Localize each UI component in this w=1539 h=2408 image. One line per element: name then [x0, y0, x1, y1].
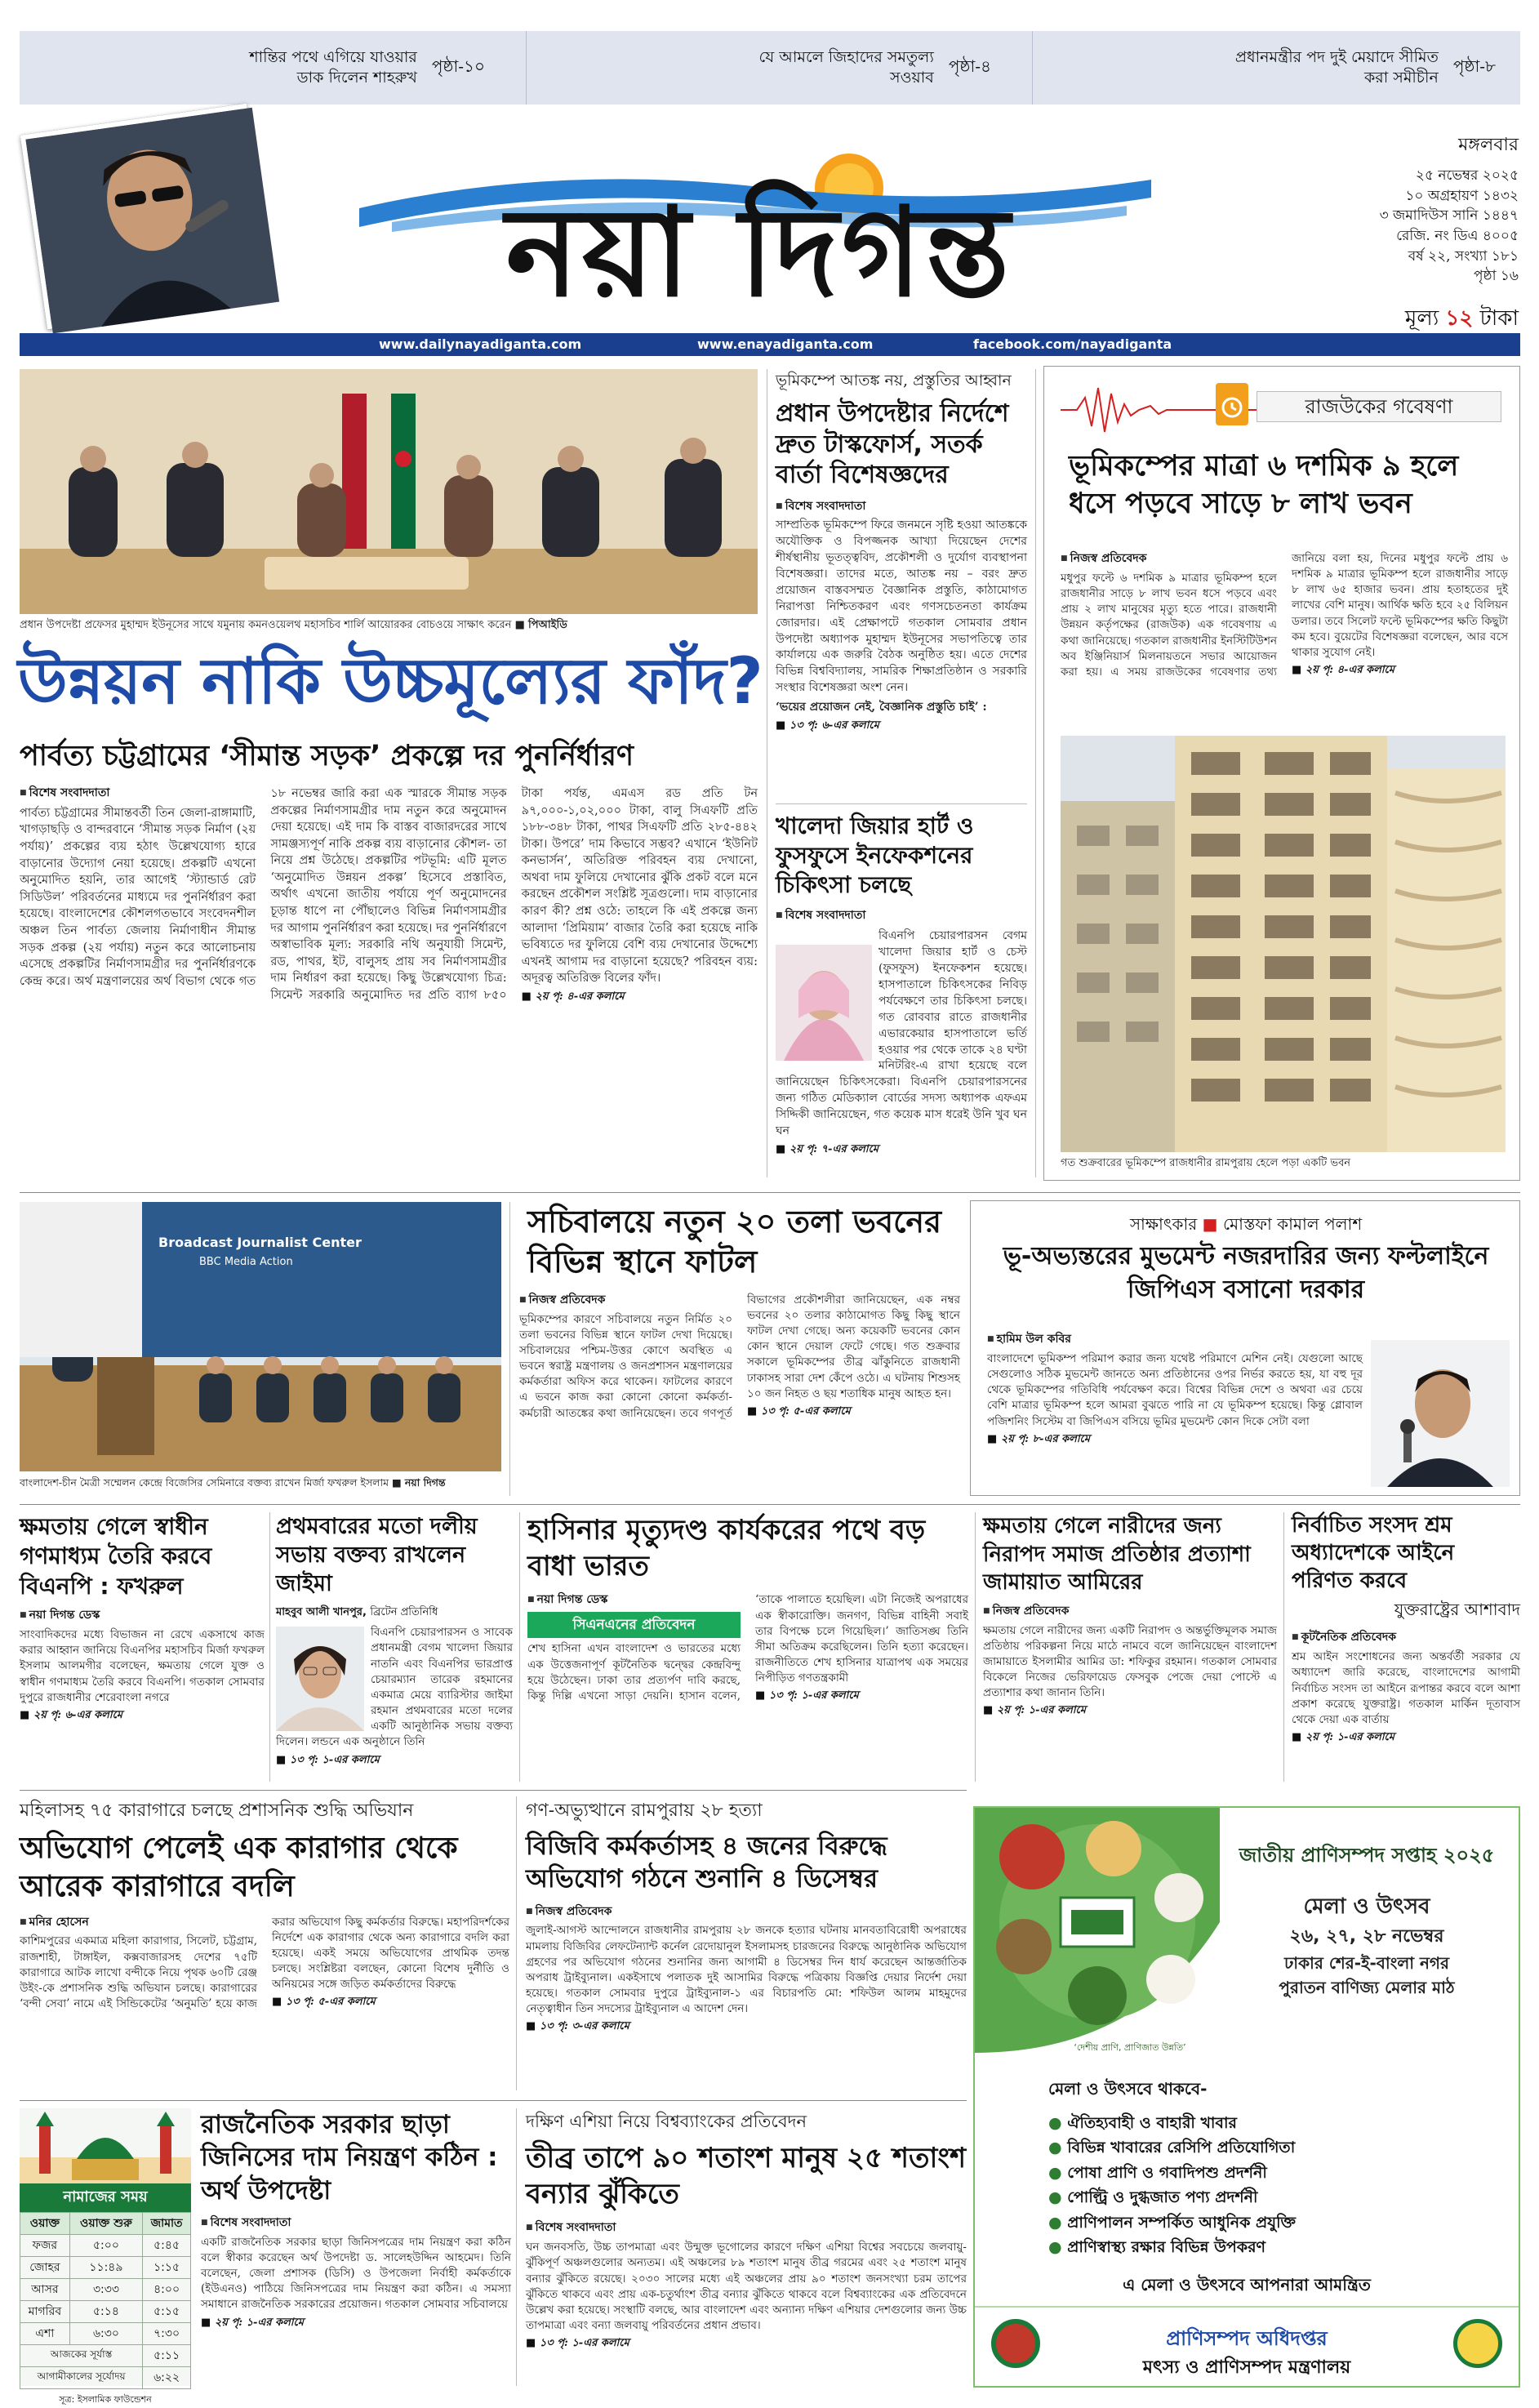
teaser-2-page: পৃষ্ঠা-৪	[948, 56, 991, 76]
teaser-2[interactable]	[526, 31, 1016, 105]
teaser-3-text: প্রধানমন্ত্রীর পদ দুই মেয়াদে সীমিত করা সমীচীন	[1234, 48, 1439, 87]
link-website[interactable]: www.dailynayadiganta.com	[379, 336, 582, 352]
ad-list-item: ● পোষা প্রাণি ও গবাদিপশু প্রদর্শনী	[1048, 2163, 1267, 2182]
heat-headline: তীব্র তাপে ৯০ শতাংশ মানুষ ২৫ শতাংশ বন্যার ঝুঁকিতে	[526, 2142, 967, 2211]
ad-list	[1048, 2077, 1473, 2265]
bgb-story[interactable]: গণ-অভ্যুত্থানে রামপুরায় ২৮ হত্যা বিজিবি কর্মকর্তাসহ ৪ জনের বিরুদ্ধে অভিযোগ গঠনে শুনানি ৪ ডিসেম্বর ■ নিজস্ব প্রতিবেদক জুলাই-আগস্ট আন্দোলনে রাজধানীর রামপুরায় ২৮ জনকে হত্যার ঘটনায় মানবতাবিরোধী অপরাধের মামলায় বিজিবির লেফটেন্যান্ট কর্নেল রেদোয়ানুল ইসলামসহ চারজনের বিরুদ্ধে আনুষ্ঠানিক অভিযোগ গ্রহণের পর অভিযোগ গঠনের শুনানির জন্য আগামী ৪ ডিসেম্বর দিন ধার্য করেছেন আন্তর্জাতিক অপরাধ ট্রাইব্যুনাল। একইসাথে পলাতক দুই আসামির বিরুদ্ধে পত্রিকায় বিজ্ঞপ্তি দেয়ার নির্দেশ দেয়া হয়েছে। গতকাল সোমবার দুপুরে ট্রাইব্যুনাল-১ এর বিচারপতি মো: শফিউল আলম মাহমুদের নেতৃত্বাধীন তিন সদস্যের ট্রাইব্যুনাল এ আদেশ দেন। ■ ১৩ পৃ: ৩-এর কলামে	[526, 1796, 967, 2090]
fakhrul-headline: ক্ষমতায় গেলে স্বাধীন গণমাধ্যম তৈরি করবে বিএনপি : ফখরুল	[20, 1513, 212, 1600]
prayer-title: নামাজের সময়	[20, 2183, 191, 2212]
hasina-tag: সিএনএনের প্রতিবেদন	[527, 1612, 741, 1638]
prison-kicker: মহিলাসহ ৭৫ কারাগারে চলছে প্রশাসনিক শুদ্ধি অভিযান	[20, 1800, 414, 1821]
prayer-times-box	[20, 2108, 191, 2405]
teaser-photo-shahrukh[interactable]	[20, 104, 274, 330]
lead-body	[20, 786, 758, 1177]
prison-headline: অভিযোগ পেলেই এক কারাগার থেকে আরেক কারাগারে বদলি	[20, 1832, 458, 1903]
zaima-headline: প্রথমবারের মতো দলীয় সভায় বক্তব্য রাখলেন জাইমা	[276, 1514, 478, 1597]
hasina-story[interactable]: হাসিনার মৃত্যুদণ্ড কার্যকরের পথে বড় বাধা ভারত ■ নয়া দিগন্ত ডেস্ক সিএনএনের প্রতিবেদন শেখ হাসিনা এখন বাংলাদেশ ও ভারতের মধ্যে এক উত্তেজনাপূর্ণ কূটনৈতিক দ্বন্দ্বের কেন্দ্রবিন্দু হয়ে উঠেছেন। ঢাকা তার প্রত্যর্পণ দাবি করছে, কিন্তু দিল্লি এখনো সাড়া দেয়নি। হাসান বলেন, ‘তাকে পালাতে হয়েছিল। এটা নিজেই অপরাধের এক স্বীকারোক্তি। জনগণ, বিভিন্ন বাহিনী সবাই তার বিপক্ষে চলে গিয়েছিল।’ জাতিসঙ্ঘ তিনি সীমা অতিক্রম করেছিলেন। তিনি হত্যা করেছেন। রাজনীতিতে শেখ হাসিনার যাত্রাপথ এক সময়ের নিপীড়িত গণতন্ত্রকামী ■ ১৩ পৃ: ১-এর কলামে	[527, 1512, 968, 1782]
ad-event: মেলা ও উৎসব	[1303, 1894, 1430, 1919]
hasina-continued[interactable]: ■ ১৩ পৃ: ১-এর কলামে	[755, 1689, 859, 1703]
ad-invite: এ মেলা ও উৎসবে আপনারা আমন্ত্রিত	[1123, 2275, 1371, 2294]
lead-headline[interactable]: উন্নয়ন নাকি উচ্চমূল্যের ফাঁদ?	[18, 645, 763, 719]
quake-advice-headline: প্রধান উপদেষ্টার নির্দেশে দ্রুত টাস্কফোর্স, সতর্ক বার্তা বিশেষজ্ঞদের	[776, 399, 1009, 489]
quake-advice-story[interactable]: ভূমিকম্পে আতঙ্ক নয়, প্রস্তুতির আহ্বান প্রধান উপদেষ্টার নির্দেশে দ্রুত টাস্কফোর্স, সতর্ক বার্তা বিশেষজ্ঞদের ■ বিশেষ সংবাদদাতা সাম্প্রতিক ভূমিকম্পে ফিরে জনমনে সৃষ্টি হওয়া আতঙ্ককে অযৌক্তিক ও বিপজ্জনক আখ্যা দিয়েছেন দেশের শীর্ষস্থানীয় ভূতত্ত্ববিদ, প্রকৌশলী ও দুর্যোগ ব্যবস্থাপনা বিশেষজ্ঞরা। তাদের মতে, আতঙ্ক নয় – বরং দ্রুত প্রয়োজন বাস্তবসম্মত বৈজ্ঞানিক প্রস্তুতি, কাঠামোগত নিরাপত্তা নিশ্চিতকরণ এবং গণসচেতনতা কার্যক্রম জোরদার। এই প্রেক্ষাপটে গতকাল সোমবার প্রধান উপদেষ্টা অধ্যাপক মুহাম্মদ ইউনূসের সভাপতিত্বে তার কার্যালয়ে এক জরুরি বৈঠক অনুষ্ঠিত হয়। এতে দেশের বিভিন্ন বিশ্ববিদ্যালয়, সামরিক শিক্ষাপ্রতিষ্ঠান ও সরকারি সংস্থার বিশেষজ্ঞরা অংশ নেন। ‘ভয়ের প্রয়োজন নেই, বৈজ্ঞানিক প্রস্তুতি চাই’ : ■ ১৩ পৃ: ৬-এর কলামে	[776, 369, 1027, 802]
quake-research-headline: ভূমিকম্পের মাত্রা ৬ দশমিক ৯ হলে ধসে পড়বে সাড়ে ৮ লাখ ভবন	[1069, 450, 1459, 520]
ad-venue-1: ঢাকার শের-ই-বাংলা নগর	[1283, 1953, 1450, 1973]
teaser-1-text: শান্তির পথে এগিয়ে যাওয়ার ডাক দিলেন শাহরুখ	[249, 48, 417, 87]
ad-collage	[975, 1808, 1220, 2053]
tilted-building-caption: গত শুক্রবারের ভূমিকম্পে রাজধানীর রামপুরায় হেলে পড়া একটি ভবন	[1061, 1157, 1351, 1169]
hasina-headline: হাসিনার মৃত্যুদণ্ড কার্যকরের পথে বড় বাধা ভারত	[527, 1514, 926, 1583]
masthead-logo[interactable]	[343, 131, 1176, 327]
interview-box[interactable]	[970, 1200, 1520, 1496]
ad-org-2: মৎস্য ও প্রাণিসম্পদ মন্ত্রণালয়	[1142, 2357, 1351, 2378]
issue-reg: রেজি. নং ডিএ ৪০০৫	[1396, 227, 1519, 244]
secretariat-continued[interactable]: ■ ১৩ পৃ: ৫-এর কলামে	[747, 1404, 851, 1418]
khaleda-continued[interactable]: ■ ২য় পৃ: ৭-এর কলামে	[776, 1142, 879, 1155]
issue-vol: বর্ষ ২২, সংখ্যা ১৮১	[1408, 247, 1519, 265]
quake-research-continued[interactable]: ■ ২য় পৃ: ৪-এর কলামে	[1292, 664, 1394, 677]
ad-venue-2: পুরাতন বাণিজ্য মেলার মাঠ	[1279, 1978, 1455, 1997]
khaleda-byline: ■ বিশেষ সংবাদদাতা	[776, 906, 1027, 925]
interview-continued[interactable]: ■ ২য় পৃ: ৮-এর কলামে	[987, 1432, 1090, 1445]
interview-body: ■ হামিম উল কবির বাংলাদেশে ভূমিকম্প পরিমাপ করার জন্য যথেষ্ট পরিমাণে মেশিন নেই। যেগুলো আছে সেগুলোও সঠিক মুভমেন্ট জানতে অন্য প্রতিষ্ঠানের ওপর নির্ভর করতে হয়, যা বহু দূর থেকে ভূমিকম্পের গতিবিধি পর্যবেক্ষণ করে। বিশ্বের বিভিন্ন দেশে ও অথবা এর চেয়ে বেশি মাত্রার ভূমিকম্প হলে আমরা বুঝতে পারি না যে ভূমিকম্প হয়েছে। কিন্তু গ্লোবাল পজিশনিং সিস্টেম বা জিপিএস বসিয়ে ভূমির মুভমেন্ট কোন দিকে সেটা বলা ■ ২য় পৃ: ৮-এর কলামে	[987, 1332, 1363, 1489]
bjc-seminar-photo[interactable]	[20, 1202, 501, 1471]
issue-date-bangla: ১০ অগ্রহায়ণ ১৪৩২	[1405, 187, 1519, 204]
issue-date-hijri: ৩ জমাদিউস সানি ১৪৪৭	[1379, 207, 1519, 225]
ad-org-1: প্রাণিসম্পদ অধিদপ্তর	[1166, 2327, 1328, 2350]
fakhrul-continued[interactable]: ■ ২য় পৃ: ৬-এর কলামে	[20, 1708, 123, 1721]
teaser-1[interactable]	[20, 31, 509, 105]
ad-footer	[975, 2306, 1519, 2386]
lead-photo[interactable]	[20, 369, 758, 614]
prayer-row: আসর ৩:৩৩ ৪:০০	[20, 2279, 191, 2301]
interview-kicker: সাক্ষাৎকার ■ মোস্তফা কামাল পলাশ	[1129, 1214, 1363, 1234]
link-facebook[interactable]: facebook.com/nayadiganta	[973, 336, 1172, 352]
ad-list-intro: মেলা ও উৎসবে থাকবে-	[1048, 2079, 1208, 2099]
interview-portrait[interactable]	[1371, 1340, 1510, 1487]
zaima-continued[interactable]: ■ ১৩ পৃ: ১-এর কলামে	[276, 1753, 380, 1766]
teaser-2-text: যে আমলে জিহাদের সমতুল্য সওয়াব	[758, 48, 934, 87]
zaima-story[interactable]: প্রথমবারের মতো দলীয় সভায় বক্তব্য রাখলেন জাইমা মাহবুব আলী খানপুর, ব্রিটেন প্রতিনিধি বিএনপি চেয়ারপারসন ও সাবেক প্রধানমন্ত্রী বেগম খালেদা জিয়ার নাতনি এবং বিএনপির ভারপ্রাপ্ত চেয়ারম্যান তারেক রহমানের একমাত্র মেয়ে ব্যারিস্টার জাইমা রহমান প্রথমবারের মতো দলের একটি আনুষ্ঠানিক সভায় বক্তব্য দিলেন। লন্ডনে এক অনুষ্ঠানে তিনি ■ ১৩ পৃ: ১-এর কলামে	[276, 1512, 513, 1782]
mosque-graphic	[20, 2108, 191, 2183]
bgb-continued[interactable]: ■ ১৩ পৃ: ৩-এর কলামে	[526, 2020, 629, 2033]
jamaat-headline: ক্ষমতায় গেলে নারীদের জন্য নিরাপদ সমাজ প্রতিষ্ঠার প্রত্যাশা জামায়াত আমিরের	[983, 1514, 1251, 1596]
labour-subhead: যুক্তরাষ্ট্রের আশাবাদ	[1394, 1600, 1520, 1620]
secretariat-headline: সচিবালয়ে নতুন ২০ তলা ভবনের বিভিন্ন স্থানে ফাটল	[527, 1204, 941, 1280]
bbc-banner-text: BBC Media Action	[199, 1256, 293, 1268]
quake-research-box[interactable]	[1043, 366, 1520, 1181]
livestock-week-ad[interactable]	[973, 1806, 1520, 2388]
masthead-title: নয়া দিগন্ত	[505, 182, 1013, 324]
jamaat-continued[interactable]: ■ ২য় পৃ: ১-এর কলামে	[983, 1704, 1086, 1717]
link-epaper[interactable]: www.enayadiganta.com	[697, 336, 874, 352]
prayer-row: এশা ৬:৩০ ৭:৩০	[20, 2323, 191, 2345]
zaima-photo[interactable]	[276, 1627, 364, 1731]
heat-kicker: দক্ষিণ এশিয়া নিয়ে বিশ্বব্যাংকের প্রতিবেদন	[526, 2112, 807, 2131]
price-headline: রাজনৈতিক সরকার ছাড়া জিনিসের দাম নিয়ন্ত্রণ কঠিন : অর্থ উপদেষ্টা	[201, 2110, 498, 2205]
teaser-3-page: পৃষ্ঠা-৮	[1452, 56, 1496, 76]
bjc-caption: বাংলাদেশ-চীন মৈত্রী সম্মেলন কেন্দ্রে বিজেসির সেমিনারে বক্তব্য রাখেন মির্জা ফখরুল ইসলাম ■ নয়া দিগন্ত	[20, 1476, 446, 1489]
lead-photo-caption: প্রধান উপদেষ্টা প্রফেসর মুহাম্মদ ইউনূসের সাথে যমুনায় কমনওয়েলথ মহাসচিব শার্লি আয়োরকর বোচওয়ে সাক্ষাৎ করেন ■ পিআইডি	[20, 619, 567, 631]
jamaat-story[interactable]: ক্ষমতায় গেলে নারীদের জন্য নিরাপদ সমাজ প্রতিষ্ঠার প্রত্যাশা জামায়াত আমিরের ■ নিজস্ব প্রতিবেদক ক্ষমতায় গেলে নারীদের জন্য একটি নিরাপদ ও অন্তর্ভুক্তিমূলক সমাজ প্রতিষ্ঠায় পরিকল্পনা নিয়ে মাঠে নামবে বলে জানিয়েছেন বাংলাদেশ জামায়াতে ইসলামীর আমির ডা: শফিকুর রহমান। গতকাল সোমবার বিকেলে নিজের ভেরিফায়েড ফেসবুক পেজে দেয়া পোস্টে এ প্রত্যাশার কথা জানান তিনি। ■ ২য় পৃ: ১-এর কলামে	[983, 1512, 1277, 1782]
ad-list-item: ● পোল্ট্রি ও দুগ্ধজাত পণ্য প্রদর্শনী	[1048, 2188, 1258, 2207]
lead-byline: ■ বিশেষ সংবাদদাতা	[20, 786, 256, 802]
heat-continued[interactable]: ■ ১৩ পৃ: ১-এর কলামে	[526, 2337, 629, 2350]
labour-headline: নির্বাচিত সংসদ শ্রম অধ্যাদেশকে আইনে পরিণত করবে	[1292, 1513, 1455, 1593]
teaser-3[interactable]	[1032, 31, 1520, 105]
lead-subhead[interactable]: পার্বত্য চট্টগ্রামের ‘সীমান্ত সড়ক’ প্রকল্পে দর পুনর্নির্ধারণ	[20, 740, 634, 772]
masthead-link-bar	[20, 333, 1520, 356]
heat-story[interactable]: দক্ষিণ এশিয়া নিয়ে বিশ্বব্যাংকের প্রতিবেদন তীব্র তাপে ৯০ শতাংশ মানুষ ২৫ শতাংশ বন্যার ঝুঁকিতে ■ বিশেষ সংবাদদাতা ঘন জনবসতি, উচ্চ তাপমাত্রা এবং উন্মুক্ত ভূগোলের কারণে দক্ষিণ এশিয়া বিশ্বের সবচেয়ে জলবায়ু-ঝুঁকিপূর্ণ অঞ্চলগুলোর অন্যতম। এই অঞ্চলের ৮৯ শতাংশ মানুষ তীব্র গরমের এবং ২৫ শতাংশ মানুষ বন্যার ঝুঁকিতে রয়েছে। ২০৩০ সালের মধ্যে এই অঞ্চলের প্রায় ৯০ শতাংশ জনসংখ্যা চরম তাপের ঝুঁকিতে থাকবে এবং প্রায় এক-চতুর্থাংশ তীব্র বন্যার ঝুঁকিতে থাকবে বলে বিশ্বব্যাংকের এক প্রতিবেদনে উল্লেখ করা হয়েছে। সংস্থাটি বলছে, আর বাংলাদেশ এবং অন্যান্য দক্ষিণ এশিয়ার দেশগুলোর জন্য উচ্চ তাপমাত্রা এবং বন্যা জলবায়ু পরিবর্তনের প্রধান প্রভাব। ■ ১৩ পৃ: ১-এর কলামে	[526, 2108, 967, 2386]
bgb-kicker: গণ-অভ্যুত্থানে রামপুরায় ২৮ হত্যা	[526, 1800, 763, 1821]
prison-story[interactable]: মহিলাসহ ৭৫ কারাগারে চলছে প্রশাসনিক শুদ্ধি অভিযান অভিযোগ পেলেই এক কারাগার থেকে আরেক কারাগারে বদলি ■ মনির হোসেন কাশিমপুরের একমাত্র মহিলা কারাগার, সিলেট, চট্টগ্রাম, রাজশাহী, টাঙ্গাইল, কক্সবাজারসহ দেশের ৭৫টি কারাগারে আটক লাখো বন্দীকে নিয়ে পৃথক ৬০টি রেঞ্জ উইং-কে প্রশাসনিক শুদ্ধি অভিযান চলছে। কারাগারের ‘বন্দী সেবা’ নামে এই সিন্ডিকেটের ‘অনুমতি’ হয়ে কাজ করার অভিযোগ কিছু কর্মকর্তার বিরুদ্ধে। মহাপরিদর্শকের নির্দেশে এক কারাগার থেকে অন্য কারাগারে বদলি করা হয়েছে। একই সময়ে অভিযোগের প্রাথমিক তদন্ত চলছে। সংশ্লিষ্টরা বলছেন, কোনো বিশেষ দুর্নীতি ও অনিয়মের সঙ্গে জড়িত কর্মকর্তাদের বিরুদ্ধে ■ ১৩ পৃ: ৫-এর কলামে	[20, 1796, 509, 2090]
bjc-banner-text: Broadcast Journalist Center	[158, 1235, 362, 1250]
lead-continued[interactable]: ■ ২য় পৃ: ৪-এর কলামে	[521, 990, 625, 1003]
masthead-info	[1274, 131, 1519, 343]
prayer-credit: সূত্র: ইসলামিক ফাউন্ডেশন	[59, 2394, 152, 2405]
ad-slogan: ‘দেশীয় প্রাণি, প্রাণিজাত উন্নতি’	[1074, 2042, 1186, 2053]
teaser-1-page: পৃষ্ঠা-১০	[431, 56, 485, 76]
issue-date: ২৫ নভেম্বর ২০২৫	[1415, 167, 1519, 184]
ad-list-item: ● প্রাণিস্বাস্থ্য রক্ষার বিভিন্ন উপকরণ	[1048, 2237, 1266, 2256]
labour-continued[interactable]: ■ ২য় পৃ: ১-এর কলামে	[1292, 1731, 1394, 1744]
teaser-strip	[20, 31, 1520, 105]
prayer-table: ওয়াক্ত ওয়াক্ত শুরু জামাত ফজর ৫:০০ ৫:৪৫ জোহর ১১:৪৯ ১:১৫ আসর ৩:৩৩ ৪:০০ মাগরিব ৫:১৪ ৫:১৫ এশা ৬:৩০ ৭:৩০ আজকের সূর্যাস্ত ৫:১১ আগামীকালের সূর্যোদয় ৬:২২	[20, 2212, 191, 2389]
quake-advice-quote: ‘ভয়ের প্রয়োজন নেই, বৈজ্ঞানিক প্রস্তুতি চাই’ :	[776, 701, 987, 714]
khaleda-headline: খালেদা জিয়ার হার্ট ও ফুসফুসে ইনফেকশনের চিকিৎসা চলছে	[776, 812, 974, 898]
ad-title: জাতীয় প্রাণিসম্পদ সপ্তাহ ২০২৫	[1239, 1844, 1495, 1867]
prison-continued[interactable]: ■ ১৩ পৃ: ৫-এর কলামে	[272, 1996, 376, 2009]
khaleda-photo[interactable]	[776, 945, 872, 1061]
quake-advice-continued[interactable]: ■ ১৩ পৃ: ৬-এর কলামে	[776, 719, 879, 732]
clock-icon	[1216, 383, 1248, 425]
price-continued[interactable]: ■ ২য় পৃ: ১-এর কলামে	[201, 2316, 304, 2329]
prayer-row: ফজর ৫:০০ ৫:৪৫	[20, 2235, 191, 2257]
quake-research-body: ■ নিজস্ব প্রতিবেদক মধুপুর ফল্টে ৬ দশমিক ৯ মাত্রার ভূমিকম্প হলে রাজধানীর সাড়ে ৮ লাখ ভবন ধসে পড়বে এবং প্রায় ২ লাখ মানুষের মৃত্যু হতে পারে। রাজধানী উন্নয়ন কর্তৃপক্ষের (রাজউক) এক গবেষণায় এ কথা জানিয়েছে। গতকাল রাজধানীর ইনস্টিটিউশন অব ইঞ্জিনিয়ার্স মিলনায়তনে সভার আয়োজন করা হয়। এ সময় রাজউকের গবেষণার তথ্য জানিয়ে বলা হয়, দিনের মধুপুর ফল্টে প্রায় ৬ দশমিক ৯ মাত্রার ভূমিকম্প হলে রাজধানীর সাড়ে ৮ লাখ ৬৫ হাজার ভবন। প্রায় হতাহতের দুই লাখের বেশি মানুষ। আর্থিক ক্ষতি হবে ২৫ বিলিয়ন ডলার। তবে সিলেট ফল্টে ভূমিকম্পের ক্ষতি কিছুটা কম হবে। বুয়েটের বিশেষজ্ঞরা বলেছেন, আর বসে থাকার সুযোগ নেই। ■ ২য় পৃ: ৪-এর কলামে	[1061, 551, 1508, 731]
fakhrul-story[interactable]: ক্ষমতায় গেলে স্বাধীন গণমাধ্যম তৈরি করবে বিএনপি : ফখরুল ■ নয়া দিগন্ত ডেস্ক সাংবাদিকদের মধ্যে বিভাজন না রেখে একসাথে কাজ করার আহ্বান জানিয়ে বিএনপির মহাসচিব মির্জা ফখরুল ইসলাম আলমগীর বলেছেন, ক্ষমতায় গেলে যুক্ত ও স্বাধীন গণমাধ্যম তৈরি করবে বিএনপি। গতকাল সোমবার দুপুরে রাজধানীর শেরেবাংলা নগরে ■ ২য় পৃ: ৬-এর কলামে	[20, 1512, 265, 1782]
quake-research-tag: রাজউকের গবেষণা	[1257, 391, 1501, 422]
issue-pages: পৃষ্ঠা ১৬	[1473, 268, 1519, 285]
labour-story[interactable]: নির্বাচিত সংসদ শ্রম অধ্যাদেশকে আইনে পরিণত করবে যুক্তরাষ্ট্রের আশাবাদ ■ কূটনৈতিক প্রতিবেদক শ্রম আইন সংশোধনের জন্য অন্তর্বর্তী সরকার যে অধ্যাদেশ জারি করেছে, বাংলাদেশের আগামী নির্বাচিত সংসদ তা আইনে রূপান্তর করবে বলে আশা প্রকাশ করেছে যুক্তরাষ্ট্র। গতকাল মার্কিন দূতাবাস থেকে দেয়া এক বার্তায় ■ ২য় পৃ: ১-এর কলামে	[1292, 1512, 1520, 1782]
prayer-row: মাগরিব ৫:১৪ ৫:১৫	[20, 2301, 191, 2323]
interview-headline: ভূ-অভ্যন্তরের মুভমেন্ট নজরদারির জন্য ফল্টলাইনে জিপিএস বসানো দরকার	[1003, 1242, 1489, 1304]
price-story[interactable]: রাজনৈতিক সরকার ছাড়া জিনিসের দাম নিয়ন্ত্রণ কঠিন : অর্থ উপদেষ্টা ■ বিশেষ সংবাদদাতা একটি রাজনৈতিক সরকার ছাড়া জিনিসপত্রের দাম নিয়ন্ত্রণ করা কঠিন বলে স্বীকার করেছেন অর্থ উপদেষ্টা ড. সালেহউদ্দিন আহমেদ। তিনি বলেছেন, জেলা প্রশাসক (ডিসি) ও উপজেলা নির্বাহী কর্মকর্তাকে (ইউএনও) পাঠিয়ে জিনিসপত্রের দাম নিয়ন্ত্রণ করা কঠিন। এ সমস্যা সমাধানে রাজনৈতিক সরকারের প্রয়োজন। গতকাল সোমবার সচিবালয়ে ■ ২য় পৃ: ১-এর কলামে	[201, 2108, 511, 2386]
issue-price: মূল্য ১২ টাকা	[1404, 305, 1519, 331]
ad-list-item: ● ঐতিহ্যবাহী ও বাহারী খাবার	[1048, 2114, 1237, 2132]
ad-list-item: ● বিভিন্ন খাবারের রেসিপি প্রতিযোগিতা	[1048, 2139, 1296, 2157]
prayer-row: জোহর ১১:৪৯ ১:১৫	[20, 2257, 191, 2279]
bgb-headline: বিজিবি কর্মকর্তাসহ ৪ জনের বিরুদ্ধে অভিযোগ গঠনে শুনানি ৪ ডিসেম্বর	[526, 1832, 887, 1894]
secretariat-story[interactable]: সচিবালয়ে নতুন ২০ তলা ভবনের বিভিন্ন স্থানে ফাটল ■ নিজস্ব প্রতিবেদক ভূমিকম্পের কারণে সচিবালয়ে নতুন নির্মিত ২০ তলা ভবনের বিভিন্ন স্থানে ফাটল দেখা দিয়েছে। সচিবালয়ের পশ্চিম-উত্তর কোণে অবস্থিত এ ভবনে স্বরাষ্ট্র মন্ত্রণালয় ও জনপ্রশাসন মন্ত্রণালয়ের কর্মকর্তারা অফিস করে থাকেন। ফাটলের কারণে এ ভবনে কাজ করা কোনো কোনো কর্মকর্তা-কর্মচারী আতঙ্কের কথা জানিয়েছেন। তবে গণপূর্ত বিভাগের প্রকৌশলীরা জানিয়েছেন, এক নম্বর ভবনের ২০ তলার কাঠামোগত কিছু কিছু স্থানে ফাটল দেখা গেছে। অন্য কয়েকটি ভবনের কোন কোন স্থানে দেয়াল ফেটে গেছে। গত শুক্রবার সকালে ভূমিকম্পের তীব্র ঝাঁকুনিতে রাজধানী ঢাকাসহ সারা দেশ কেঁপে ওঠে। এ ঘটনায় শিশুসহ ১০ জন নিহত ও ছয় শতাধিক মানুষ আহত হন। ■ ১৩ পৃ: ৫-এর কলামে	[519, 1202, 960, 1496]
ad-list-item: ● প্রাণিপালন সম্পর্কিত আধুনিক প্রযুক্তি	[1048, 2213, 1297, 2232]
quake-advice-kicker: ভূমিকম্পে আতঙ্ক নয়, প্রস্তুতির আহ্বান	[776, 372, 1012, 389]
ad-dates: ২৬, ২৭, ২৮ নভেম্বর	[1289, 1926, 1444, 1947]
quake-advice-byline: ■ বিশেষ সংবাদদাতা	[776, 499, 1027, 515]
issue-day: মঙ্গলবার	[1458, 135, 1519, 155]
price-value: ১২	[1445, 305, 1474, 331]
lead-body-text: পার্বত্য চট্টগ্রামের সীমান্তবর্তী তিন জেলা-রাঙ্গামাটি, খাগড়াছড়ি ও বান্দরবানে ‘সীমান্ত সড়ক নির্মাণ (২য় পর্যায়)’ প্রকল্পের ব্যয় হঠাৎ উল্লেখযোগ্য হারে বাড়ানোর উদ্যোগ নেয়া হয়েছে। প্রকল্পটি এখনো অনুমোদিত হয়নি, তার আগেই ‘স্ট্যান্ডার্ড রেট সিডিউল’ পরিবর্তনের মাধ্যমে দর পুনর্নির্ধারণ করা হয়েছে। বাংলাদেশের কৌশলগতভাবে সংবেদনশীল অঞ্চল তিন পার্বত্য জেলায় নির্মাণাধীন সীমান্ত সড়ক প্রকল্প (২য় পর্যায়) নতুন করে আলোচনায় এসেছে প্রকল্পটির নির্মাণসামগ্রীর দর পুনর্নির্ধারণকে কেন্দ্র করে। অর্থ মন্ত্রণালয়ের অর্থ বিভাগ থেকে গত ১৮ নভেম্বর জারি করা এক স্মারকে সীমান্ত সড়ক প্রকল্পের নির্মাণসামগ্রীর দাম নতুন করে অনুমোদন দেয়া হয়েছে। এই দাম কি বাস্তব বাজারদরের সাথে সামঞ্জস্যপূর্ণ নাকি প্রকল্প ব্যয় বাড়ানোর কৌশল- তা নিয়ে প্রশ্ন উঠেছে। প্রকল্পটির পটভূমি: এটি মূলত ‘অনুমোদিত উন্নয়ন প্রকল্প’ হিসেবে প্রস্তাবিত, অর্থাৎ এখনো জাতীয় পর্যায়ে পূর্ণ অনুমোদনের চূড়ান্ত ধাপে না পৌঁছালেও বিভিন্ন নির্মাণসামগ্রীর দর আগাম পুনর্নির্ধারণ করা হয়েছে। দর পুনর্নির্ধারণে অস্বাভাবিক মূল্য: সরকারি নথি অনুযায়ী সিমেন্ট, রড, পাথর, ইট, বালুসহ প্রায় সব নির্মাণসামগ্রীর দাম নির্ধারণ করা হয়েছে। কিছু উল্লেখযোগ্য চিত্র: সিমেন্ট সরকারি অনুমোদিত দর প্রতি ব্যাগ ৮৫০ টাকা পর্যন্ত, এমএস রড প্রতি টন ৯৭,০০০-১,০২,০০০ টাকা, বালু সিএফটি প্রতি ১৮৮-৩৪৮ টাকা, পাথর সিএফটি প্রতি ২৮৫-৪৪২ টাকা। উপরে’ দাম কিভাবে সম্ভব? এখানে ‘ইউনিট কনভার্সন’, অতিরিক্ত পরিবহন ব্যয় দেখানো, অথবা দাম ফুলিয়ে দেখানোর ঝুঁকি প্রকট বলে মনে করছেন প্রকৌশল সংশ্লিষ্ট সূত্রগুলো। দাম বাড়ানোর কারণ কী? প্রশ্ন ওঠে: তাহলে কি এই প্রকল্পে জন্য আলাদা ‘প্রিমিয়াম’ বাজার তৈরি করা হয়েছে নাকি ভবিষ্যতে দর ফুলিয়ে বেশি ব্যয় দেখানোর উদ্দেশ্যে এখনই আগাম দর বাড়ানো হয়েছে? পরিবহন ব্যয়: অদূরত্ব অতিরিক্ত বিলের ফাঁদ।	[20, 787, 758, 1002]
khaleda-story[interactable]: খালেদা জিয়ার হার্ট ও ফুসফুসে ইনফেকশনের চিকিৎসা চলছে ■ বিশেষ সংবাদদাতা বিএনপি চেয়ারপারসন বেগম খালেদা জিয়ার হার্ট ও চেস্ট (ফুসফুস) ইনফেকশন হয়েছে। হাসপাতালে চিকিৎসকের নিবিড় পর্যবেক্ষণে তার চিকিৎসা চলছে। গত রোববার রাতে রাজধানীর এভারকেয়ার হাসপাতালে ভর্তি হওয়ার পর থেকে তাকে ২৪ ঘণ্টা মনিটরিং-এ রাখা হয়েছে বলে জানিয়েছেন চিকিৎসকেরা। বিএনপি চেয়ারপারসনের জন্য গঠিত মেডিক্যাল বোর্ডের সদস্য অধ্যাপক এফএম সিদ্দিকী জানিয়েছেন, গত কয়েক মাস ধরেই উনি খুব ঘন ঘন ■ ২য় পৃ: ৭-এর কলামে	[776, 812, 1027, 1177]
tilted-building-photo[interactable]	[1061, 736, 1506, 1152]
